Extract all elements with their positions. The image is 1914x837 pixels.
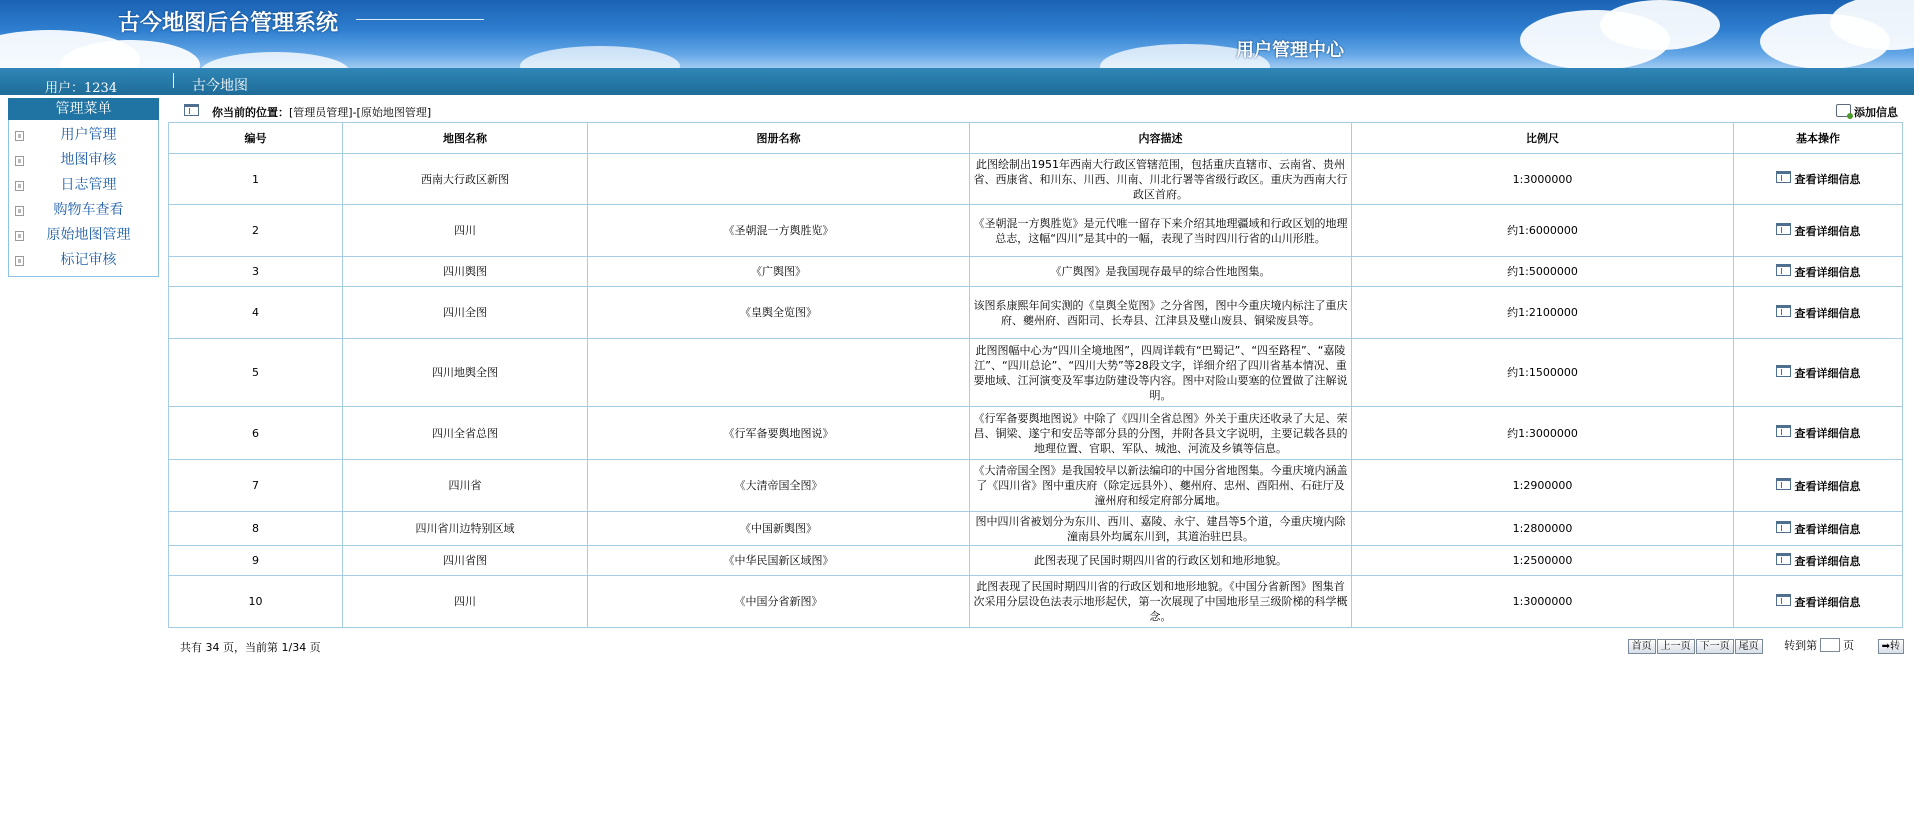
cell-map-name: 四川全图 <box>343 287 588 339</box>
view-detail-label[interactable]: 查看详细信息 <box>1794 427 1861 440</box>
view-detail-link[interactable] <box>1776 480 1861 493</box>
sidebar-item-label[interactable]: 日志管理 <box>60 177 117 193</box>
cell-action <box>1734 205 1903 257</box>
detail-icon <box>1776 521 1791 533</box>
cell-atlas: 《中华民国新区域图》 <box>588 546 970 576</box>
cell-action <box>1734 257 1903 287</box>
menu-title: 管理菜单 <box>8 98 159 120</box>
view-detail-label[interactable]: 查看详细信息 <box>1794 554 1861 568</box>
go-button[interactable]: ➡转 <box>1878 639 1904 654</box>
cell-description: 《大清帝国全图》是我国较早以新法编印的中国分省地图集。今重庆境内涵盖了《四川省》图中重庆府（除定远县外）、夔州府、忠州、酉阳州、石砫厅及潼州府和绥定府部分属地。 <box>970 460 1352 512</box>
cell-id: 7 <box>169 460 343 512</box>
table-row <box>169 407 1903 460</box>
cell-id: 6 <box>169 407 343 460</box>
cell-description: 此图表现了民国时期四川省的行政区划和地形地貌。 <box>970 546 1352 576</box>
column-header: 图册名称 <box>588 123 970 154</box>
cell-action <box>1734 576 1903 628</box>
sidebar-item-label[interactable]: 原始地图管理 <box>46 227 131 243</box>
cloud-decoration <box>1600 0 1720 50</box>
page-number-input[interactable] <box>1820 638 1840 652</box>
add-info-label[interactable]: 添加信息 <box>1854 106 1898 119</box>
table-row <box>169 546 1903 576</box>
cell-atlas <box>588 154 970 205</box>
detail-icon <box>1776 223 1791 235</box>
detail-icon <box>1776 171 1791 183</box>
view-detail-label[interactable]: 查看详细信息 <box>1794 265 1861 279</box>
bullet-icon <box>15 256 24 266</box>
cell-map-name: 四川省 <box>343 460 588 512</box>
cell-atlas: 《圣朝混一方舆胜览》 <box>588 205 970 257</box>
cell-action <box>1734 339 1903 407</box>
goto-prefix: 转到第 <box>1784 639 1818 652</box>
location-prefix: 你当前的位置： <box>212 106 289 119</box>
bullet-icon <box>15 231 24 241</box>
cell-action <box>1734 154 1903 205</box>
cell-scale: 约1:2100000 <box>1352 287 1734 339</box>
detail-icon <box>1776 264 1791 276</box>
view-detail-link[interactable] <box>1776 427 1861 440</box>
cell-description: 《行军备要舆地图说》中除了《四川全省总图》外关于重庆还收录了大足、荣昌、铜梁、遂宁和安岳等部分县的分图，并附各县文字说明，主要记载各县的地理位置、官职、军队、城池、河流及乡镇等信息。 <box>970 407 1352 460</box>
nav-bar <box>0 68 1914 95</box>
table-row <box>169 512 1903 546</box>
menu-list <box>8 120 159 277</box>
sidebar-item-original-map-management[interactable] <box>9 223 158 248</box>
bullet-icon <box>15 206 24 216</box>
cell-atlas: 《行军备要舆地图说》 <box>588 407 970 460</box>
detail-icon <box>1776 553 1791 565</box>
app-title: 古今地图后台管理系统 <box>118 10 339 36</box>
bullet-icon <box>15 181 24 191</box>
main-content <box>168 98 1904 654</box>
view-detail-link[interactable] <box>1776 555 1861 568</box>
view-detail-link[interactable] <box>1776 523 1861 536</box>
cell-id: 3 <box>169 257 343 287</box>
cloud-decoration <box>200 52 350 68</box>
cell-id: 4 <box>169 287 343 339</box>
view-detail-label[interactable]: 查看详细信息 <box>1794 479 1861 493</box>
cell-scale: 1:2500000 <box>1352 546 1734 576</box>
cell-id: 8 <box>169 512 343 546</box>
cell-id: 5 <box>169 339 343 407</box>
cell-atlas: 《广舆图》 <box>588 257 970 287</box>
cell-description: 此图绘制出1951年西南大行政区管辖范围，包括重庆直辖市、云南省、贵州省、西康省、和川东、川西、川南、川北行署等省级行政区。重庆为西南大行政区首府。 <box>970 154 1352 205</box>
sidebar-item-label[interactable]: 标记审核 <box>60 252 117 268</box>
next-page-button[interactable]: 下一页 <box>1696 639 1734 654</box>
cell-atlas: 《皇舆全览图》 <box>588 287 970 339</box>
cell-scale: 1:2900000 <box>1352 460 1734 512</box>
cell-scale: 约1:5000000 <box>1352 257 1734 287</box>
center-title: 用户管理中心 <box>1236 40 1344 61</box>
cell-description: 此图表现了民国时期四川省的行政区划和地形地貌。《中国分省新图》图集首次采用分层设色法表示地形起伏，第一次展现了中国地形呈三级阶梯的科学概念。 <box>970 576 1352 628</box>
prev-page-button[interactable]: 上一页 <box>1657 639 1695 654</box>
view-detail-link[interactable] <box>1776 307 1861 320</box>
table-row <box>169 339 1903 407</box>
cell-scale: 1:2800000 <box>1352 512 1734 546</box>
sidebar-item-label[interactable]: 用户管理 <box>60 127 117 143</box>
nav-separator <box>173 73 174 88</box>
cell-description: 该图系康熙年间实测的《皇舆全览图》之分省图，图中今重庆境内标注了重庆府、夔州府、酉阳司、长寿县、江津县及璧山废县、铜梁废县等。 <box>970 287 1352 339</box>
cell-scale: 1:3000000 <box>1352 576 1734 628</box>
column-header: 地图名称 <box>343 123 588 154</box>
table-header-row <box>169 123 1903 154</box>
sidebar-item-marker-review[interactable] <box>9 248 158 273</box>
table-row <box>169 205 1903 257</box>
column-header: 编号 <box>169 123 343 154</box>
header-banner <box>0 0 1914 68</box>
view-detail-link[interactable] <box>1776 367 1861 380</box>
sidebar-item-user-management[interactable] <box>9 123 158 148</box>
cell-action <box>1734 512 1903 546</box>
cell-map-name: 四川省图 <box>343 546 588 576</box>
location-bar <box>168 98 1904 122</box>
location-path: [管理员管理]-[原始地图管理] <box>289 106 432 119</box>
cell-map-name: 四川省川边特别区域 <box>343 512 588 546</box>
cell-id: 9 <box>169 546 343 576</box>
nav-breadcrumb[interactable]: 古今地图 <box>192 78 248 94</box>
breadcrumb <box>212 104 431 120</box>
title-divider-line <box>356 19 484 20</box>
table-row <box>169 287 1903 339</box>
user-label: 用户：1234 <box>45 81 118 96</box>
cell-action <box>1734 460 1903 512</box>
add-icon <box>1836 104 1851 117</box>
view-detail-label[interactable]: 查看详细信息 <box>1794 366 1861 380</box>
cell-scale: 约1:3000000 <box>1352 407 1734 460</box>
cell-action <box>1734 407 1903 460</box>
cell-description: 图中四川省被划分为东川、西川、嘉陵、永宁、建昌等5个道，今重庆境内除潼南县外均属东川到，其道治驻巴县。 <box>970 512 1352 546</box>
last-page-button[interactable]: 尾页 <box>1735 639 1763 654</box>
pager <box>1627 637 1904 654</box>
table-row <box>169 154 1903 205</box>
table-icon <box>184 104 199 116</box>
cell-description: 《圣朝混一方舆胜览》是元代唯一留存下来介绍其地理疆域和行政区划的地理总志，这幅“四川”是其中的一幅，表现了当时四川行省的山川形胜。 <box>970 205 1352 257</box>
cell-description: 《广舆图》是我国现存最早的综合性地图集。 <box>970 257 1352 287</box>
cell-id: 10 <box>169 576 343 628</box>
sidebar-item-label[interactable]: 地图审核 <box>60 152 117 168</box>
cell-scale: 1:3000000 <box>1352 154 1734 205</box>
detail-icon <box>1776 365 1791 377</box>
cell-scale: 约1:1500000 <box>1352 339 1734 407</box>
cell-atlas: 《中国分省新图》 <box>588 576 970 628</box>
view-detail-link[interactable] <box>1776 596 1861 609</box>
column-header: 内容描述 <box>970 123 1352 154</box>
cell-map-name: 西南大行政区新图 <box>343 154 588 205</box>
sidebar-item-log-management[interactable] <box>9 173 158 198</box>
sidebar-item-cart-view[interactable] <box>9 198 158 223</box>
first-page-button[interactable]: 首页 <box>1628 639 1656 654</box>
cell-description: 此图图幅中心为“四川全境地图”，四周详载有“巴蜀记”、“四至路程”、“嘉陵江”、“四川总论”、“四川大势”等28段文字，详细介绍了四川省基本情况、重要地域、江河演变及军事边防建设等内容。图中对险山要塞的位置做了注解说明。 <box>970 339 1352 407</box>
sidebar-item-label[interactable]: 购物车查看 <box>53 202 124 218</box>
column-header: 基本操作 <box>1734 123 1903 154</box>
cell-action <box>1734 287 1903 339</box>
view-detail-label[interactable]: 查看详细信息 <box>1794 306 1861 320</box>
view-detail-link[interactable] <box>1776 266 1861 279</box>
detail-icon <box>1776 478 1791 490</box>
cell-atlas: 《中国新舆图》 <box>588 512 970 546</box>
detail-icon <box>1776 305 1791 317</box>
column-header: 比例尺 <box>1352 123 1734 154</box>
goto-suffix: 页 <box>1843 639 1855 652</box>
page-summary: 共有 34 页，当前第 1/34 页 <box>180 641 321 654</box>
sidebar-item-map-review[interactable] <box>9 148 158 173</box>
add-info-button[interactable] <box>1836 104 1898 120</box>
cell-map-name: 四川 <box>343 205 588 257</box>
detail-icon <box>1776 425 1791 437</box>
cell-atlas: 《大清帝国全图》 <box>588 460 970 512</box>
view-detail-label[interactable]: 查看详细信息 <box>1794 224 1861 238</box>
cell-action <box>1734 546 1903 576</box>
view-detail-label[interactable]: 查看详细信息 <box>1794 595 1861 609</box>
bullet-icon <box>15 156 24 166</box>
cell-map-name: 四川地舆全图 <box>343 339 588 407</box>
cell-id: 2 <box>169 205 343 257</box>
map-table <box>168 122 1903 628</box>
cloud-decoration <box>520 46 680 68</box>
table-row <box>169 576 1903 628</box>
cell-scale: 约1:6000000 <box>1352 205 1734 257</box>
view-detail-link[interactable] <box>1776 173 1861 186</box>
bullet-icon <box>15 131 24 141</box>
sidebar <box>8 98 159 277</box>
table-row <box>169 257 1903 287</box>
view-detail-label[interactable]: 查看详细信息 <box>1794 173 1861 186</box>
table-row <box>169 460 1903 512</box>
view-detail-link[interactable] <box>1776 225 1861 238</box>
cell-map-name: 四川舆图 <box>343 257 588 287</box>
view-detail-label[interactable]: 查看详细信息 <box>1794 522 1861 536</box>
cell-id: 1 <box>169 154 343 205</box>
cell-map-name: 四川 <box>343 576 588 628</box>
cell-map-name: 四川全省总图 <box>343 407 588 460</box>
pagination-bar <box>168 628 1904 654</box>
cell-atlas <box>588 339 970 407</box>
detail-icon <box>1776 594 1791 606</box>
